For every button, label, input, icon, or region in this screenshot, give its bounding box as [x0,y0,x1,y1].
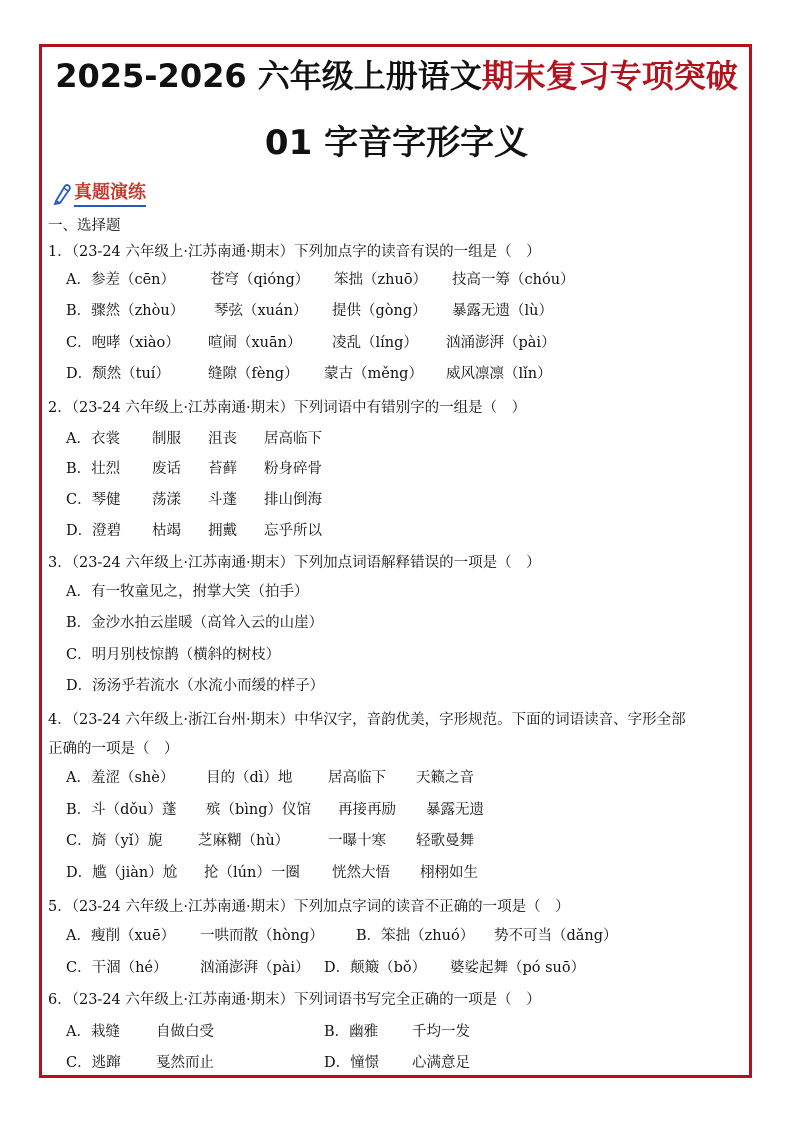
option-item: A．参差（cēn） [66,272,176,288]
question-stem: 1．（23-24 六年级上·江苏南通·期末）下列加点字的读音有误的一组是（ ） [48,244,541,260]
page-subtitle: 01 字音字形字义 [264,123,529,163]
option-item: 枯竭 [152,523,181,539]
option-item: C．干涸（hé） [66,960,168,976]
option-item: 天籁之音 [416,770,474,786]
option-item: 芝麻糊（hù） [198,833,290,849]
question-stem-continued: 正确的一项是（ ） [48,741,179,757]
option-item: C．逃蹿 [66,1055,121,1071]
option-item: 再接再励 [338,802,396,818]
option-item: 排山倒海 [264,492,322,508]
option-item: 戛然而止 [156,1055,214,1071]
option-item: B．壮烈 [66,461,121,477]
option-item: 斗蓬 [208,492,237,508]
option-item: 婆娑起舞（pó suō） [450,960,586,976]
option-item: D．颓然（tuí） [66,366,170,382]
option-item: 苍穹（qióng） [210,272,310,288]
option-item: 势不可当（dǎng） [494,928,618,944]
option-item: B．斗（dǒu）蓬 [66,802,177,818]
option-item: C．旖（yǐ）旎 [66,833,163,849]
option-item: D．澄碧 [66,523,122,539]
option-row: B．金沙水拍云崖暖（高耸入云的山崖） [66,615,324,631]
option-item: 苔藓 [208,461,237,477]
option-item: 琴弦（xuán） [214,303,308,319]
option-item: 技高一筹（chóu） [452,272,575,288]
option-item: 一哄而散（hòng） [200,928,324,944]
option-item: D．憧憬 [324,1055,380,1071]
option-item: 心满意足 [412,1055,470,1071]
option-item: C．咆哮（xiào） [66,335,180,351]
page-title: 2025-2026 六年级上册语文期末复习专项突破 [55,57,738,95]
option-item: 凌乱（líng） [332,335,418,351]
question-stem: 3．（23-24 六年级上·江苏南通·期末）下列加点词语解释错误的一项是（ ） [48,555,541,571]
option-item: 千均一发 [412,1024,470,1040]
section-label: 真题演练 [74,181,146,207]
option-item: A．衣裳 [66,431,120,447]
option-item: B．笨拙（zhuó） [356,928,475,944]
question-stem: 2．（23-24 六年级上·江苏南通·期末）下列词语中有错别字的一组是（ ） [48,400,527,416]
option-item: 栩栩如生 [420,865,478,881]
option-item: 荡漾 [152,492,181,508]
option-item: 居高临下 [328,770,386,786]
question-stem: 6．（23-24 六年级上·江苏南通·期末）下列词语书写完全正确的一项是（ ） [48,992,541,1008]
option-item: 笨拙（zhuō） [334,272,428,288]
option-item: 暴露无遗 [426,802,484,818]
pencil-icon [52,183,72,205]
option-item: A．瘦削（xuē） [66,928,176,944]
option-item: D．尴（jiàn）尬 [66,865,178,881]
option-item: 沮丧 [208,431,237,447]
option-item: D．颠簸（bǒ） [324,960,427,976]
option-item: 缝隙（fèng） [208,366,299,382]
option-item: C．琴健 [66,492,121,508]
option-item: 恍然大悟 [332,865,390,881]
option-item: 忘乎所以 [264,523,322,539]
option-item: 汹涌澎湃（pài） [200,960,310,976]
option-item: B．骤然（zhòu） [66,303,185,319]
option-item: 粉身碎骨 [264,461,322,477]
section-header [52,180,146,208]
option-item: 汹涌澎湃（pài） [446,335,556,351]
question-stem: 4．（23-24 六年级上·浙江台州·期末）中华汉字，音韵优美，字形规范。下面的词语读音、字形全部 [48,712,686,728]
option-row: C．明月别枝惊鹊（横斜的树枝） [66,647,281,663]
part-heading: 一、选择题 [48,218,121,234]
option-item: 抡（lún）一圈 [204,865,300,881]
option-item: 废话 [152,461,181,477]
option-item: A．羞涩（shè） [66,770,175,786]
option-item: 轻歌曼舞 [416,833,474,849]
option-item: 暴露无遗（lù） [452,303,553,319]
option-item: 一曝十寒 [328,833,386,849]
option-row: D．汤汤乎若流水（水流小而缓的样子） [66,678,325,694]
option-item: 制服 [152,431,181,447]
option-item: 喧闹（xuān） [208,335,302,351]
option-item: 居高临下 [264,431,322,447]
option-item: A．栽缝 [66,1024,120,1040]
option-item: 提供（gòng） [332,303,427,319]
option-item: 自做白受 [156,1024,214,1040]
option-item: 殡（bìng）仪馆 [206,802,312,818]
option-item: 目的（dì）地 [206,770,293,786]
option-item: 拥戴 [208,523,237,539]
option-item: 蒙古（měng） [324,366,423,382]
option-item: B．幽雅 [324,1024,379,1040]
option-item: 威风凛凛（lǐn） [446,366,552,382]
question-stem: 5．（23-24 六年级上·江苏南通·期末）下列加点字词的读音不正确的一项是（ ） [48,899,570,915]
option-row: A．有一牧童见之，拊掌大笑（拍手） [66,584,309,600]
